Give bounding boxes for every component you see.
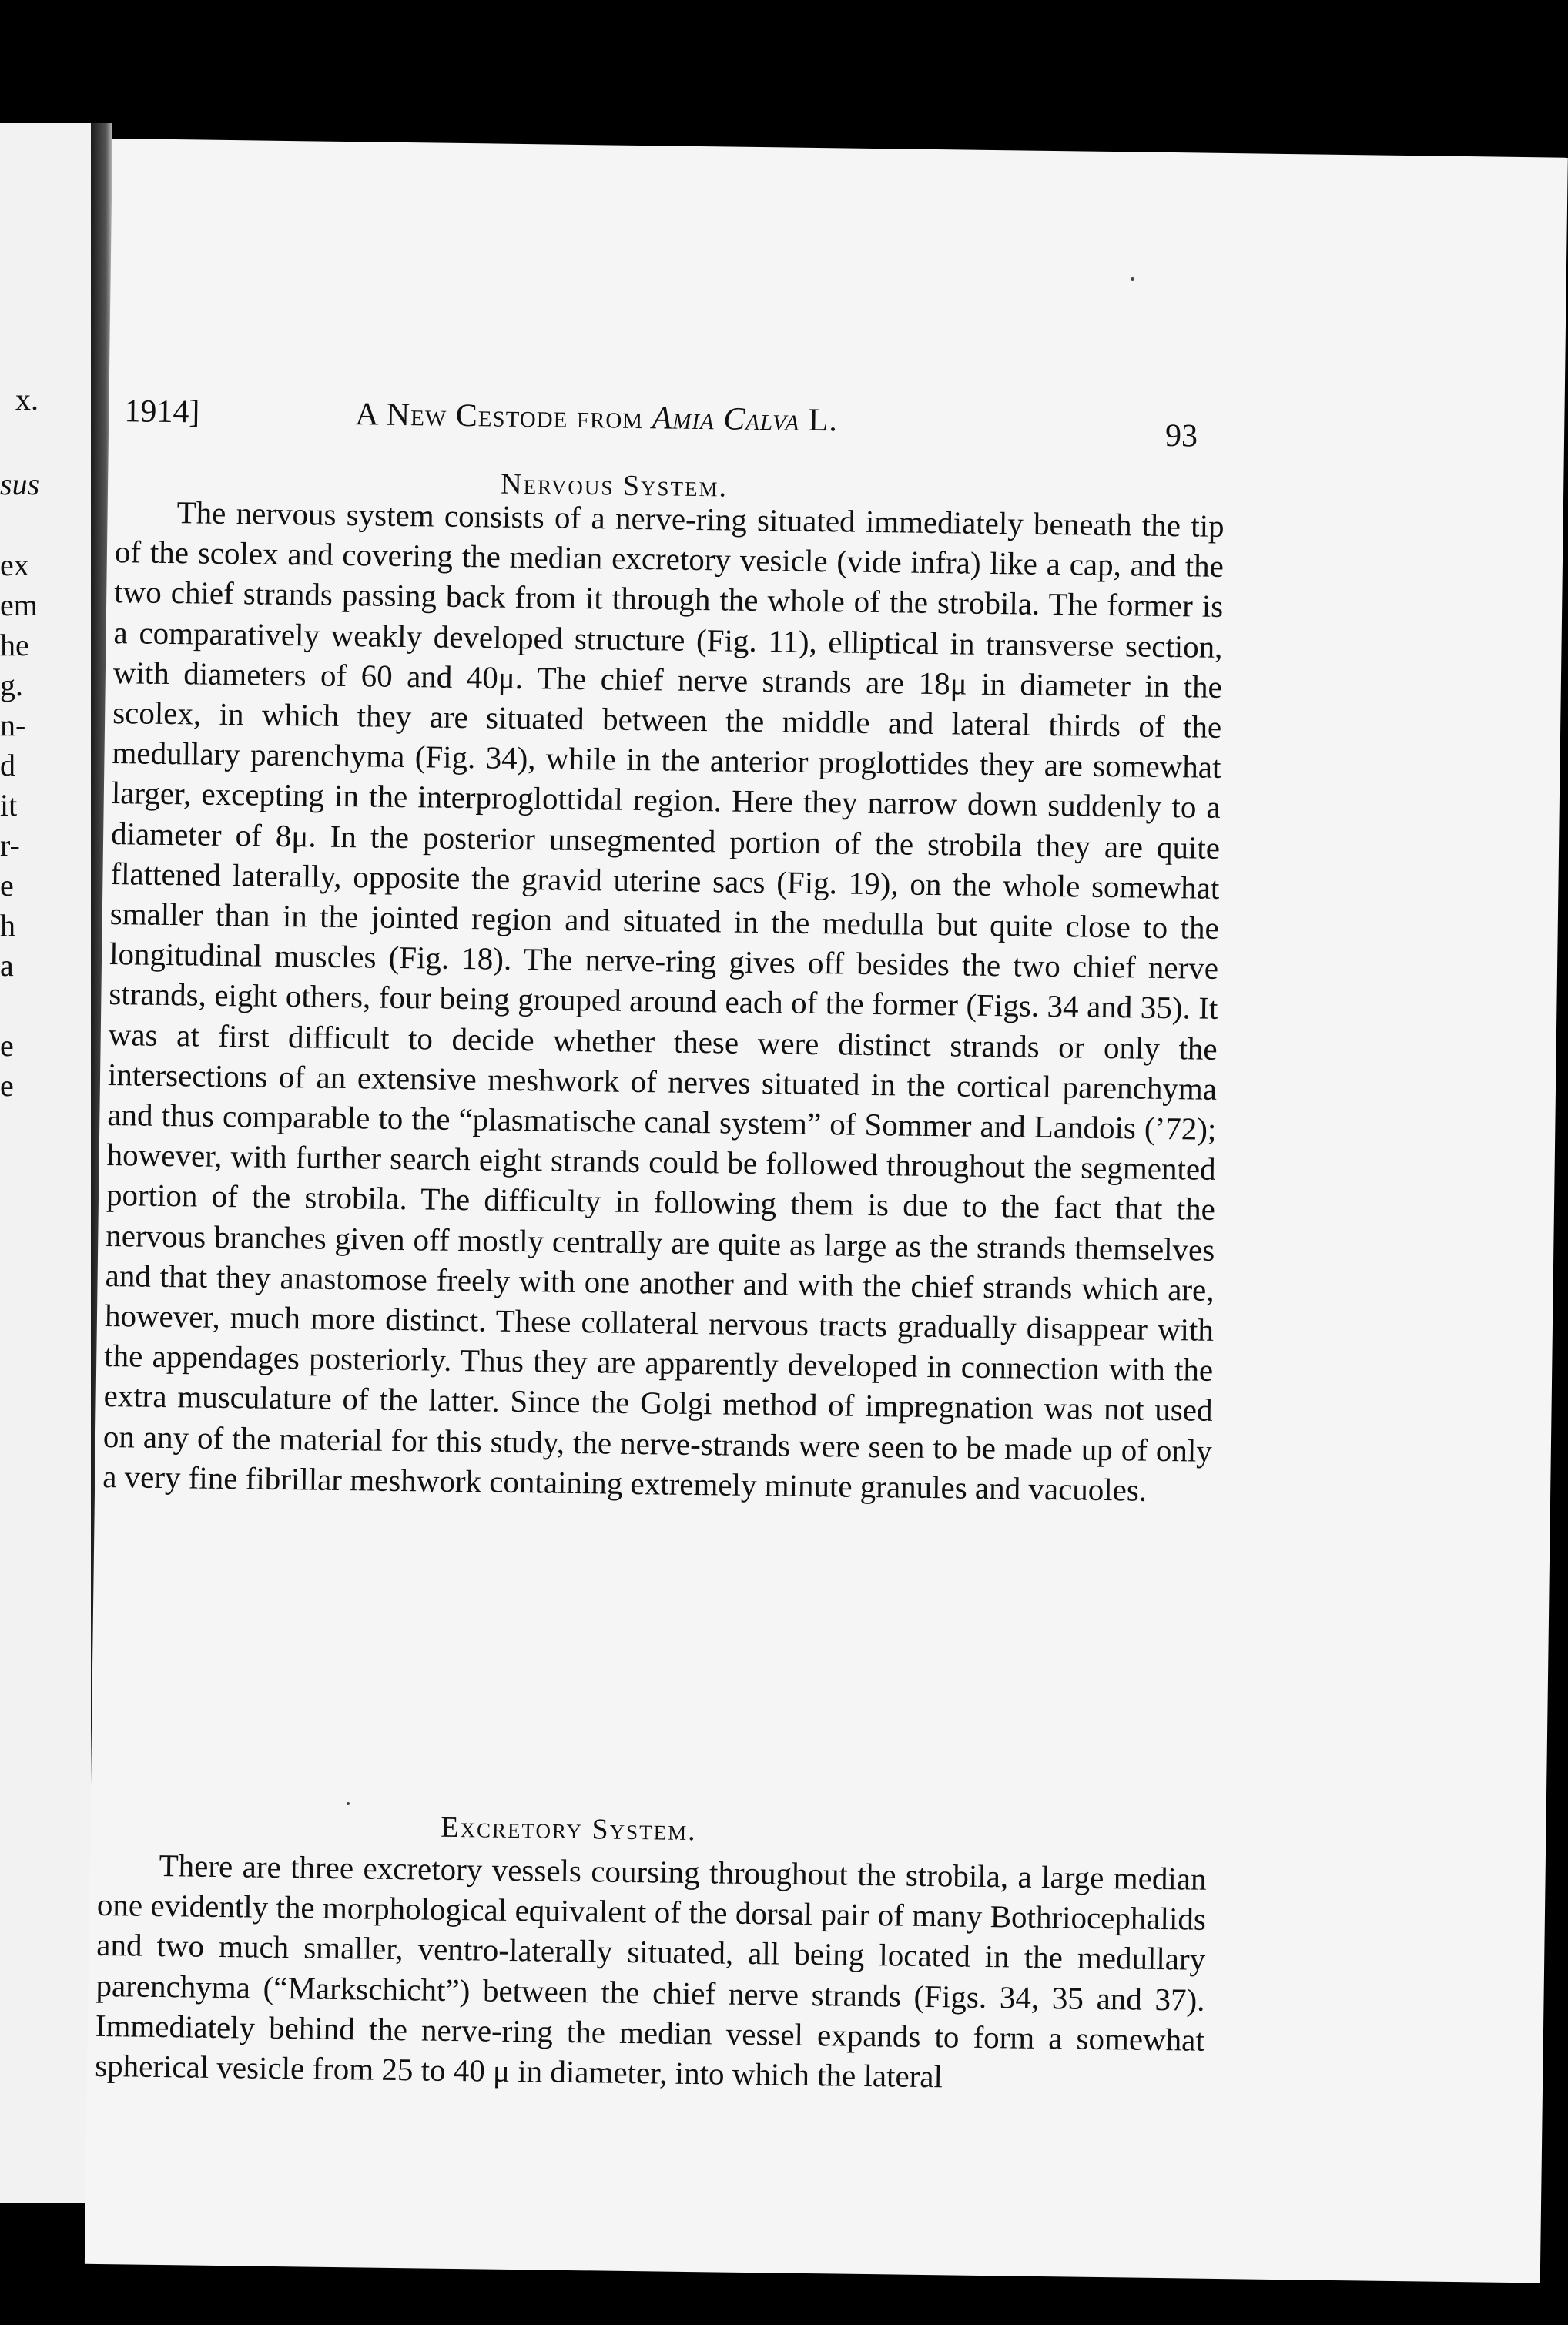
left-fragment: a	[0, 948, 14, 983]
left-fragment: n-	[0, 708, 26, 742]
running-header	[109, 393, 1234, 454]
header-title	[355, 396, 838, 439]
paragraph-nervous-system: The nervous system consists of a nerve-ring situated immediately beneath the tip of the scolex and covering the median excretory vesicle (vide infra) like a cap, and the two chief strands passing back from it through the whole of the strobila. The former is a comparatively weakly developed structure (Fig. 11), elliptical in transverse section, with diameters of 60 and 40μ. The chief nerve strands are 18μ in diameter in the scolex, in which they are situated between the middle and lateral thirds of the medullary parenchyma (Fig. 34), while in the anterior proglottides they are somewhat larger, excepting in the interproglottidal region. Here they narrow down suddenly to a diameter of 8μ. In the posterior unsegmented portion of the strobila they are quite flattened laterally, opposite the gravid uterine sacs (Fig. 19), on the whole somewhat smaller than in the jointed region and situated in the medulla but quite close to the longitudinal muscles (Fig. 18). The nerve-ring gives off besides the two chief nerve strands, eight others, four being grouped around each of the former (Figs. 34 and 35). It was at first difficult to decide whether these were distinct strands or only the intersections of an extensive meshwork of nerves situated in the cortical parenchyma and thus comparable to the “plasmatische canal system” of Sommer and Landois (’72); however, with further search eight strands could be followed throughout the segmented portion of the strobila. The difficulty in following them is due to the fact that the nervous branches given off mostly centrally are quite as large as the strands themselves and that they anastomose freely with one another and with the chief strands which are, however, much more distinct. These collateral nervous tracts gradually disappear with the appendages posteriorly. Thus they are apparently developed in connection with the extra musculature of the latter. Since the Golgi method of impregnation was not used on any of the material for this study, the nerve-strands were seen to be made up of only a very fine fibrillar meshwork containing extremely minute granules and vacuoles.	[102, 494, 1225, 1508]
page-number: 93	[1164, 417, 1198, 454]
left-fragment: g.	[0, 668, 23, 702]
book-page	[85, 139, 1568, 2283]
header-title-italic: Amia Calva	[652, 400, 800, 438]
header-title-tail: L.	[799, 402, 839, 439]
left-fragment: sus	[0, 467, 40, 501]
left-fragment: d	[0, 748, 15, 782]
left-page-edge	[0, 123, 91, 2203]
left-fragment: e	[0, 1028, 14, 1063]
left-fragment: h	[0, 908, 15, 943]
left-fragment: he	[0, 628, 29, 662]
left-fragment: e	[0, 868, 14, 903]
scan-speck	[1131, 277, 1134, 281]
section-heading-excretory-system: Excretory System.	[441, 1811, 697, 1848]
header-year: 1914]	[124, 394, 200, 430]
section-heading-nervous-system: Nervous System.	[500, 467, 729, 504]
left-fragment: r-	[0, 828, 20, 863]
left-fragment: e	[0, 1068, 14, 1103]
left-fragment: ex	[0, 548, 29, 582]
scan-speck	[347, 1802, 350, 1805]
left-fragment: it	[0, 788, 18, 822]
left-fragment: em	[0, 588, 38, 622]
left-fragment: x.	[15, 382, 39, 417]
paragraph-excretory-system: There are three excretory vessels coursing throughout the strobila, a large median one evidently the morphological equivalent of the dorsal pair of many Bothriocephalids and two much smaller, ventro-laterally situated, all being located in the medullary parenchyma (“Markschicht”) between the chief nerve strands (Figs. 34, 35 and 37). Immediately behind the nerve-ring the median vessel expands to form a somewhat spherical vesicle from 25 to 40 μ in diameter, into which the lateral	[94, 1847, 1207, 2095]
header-title-plain: A New Cestode from	[355, 397, 652, 437]
